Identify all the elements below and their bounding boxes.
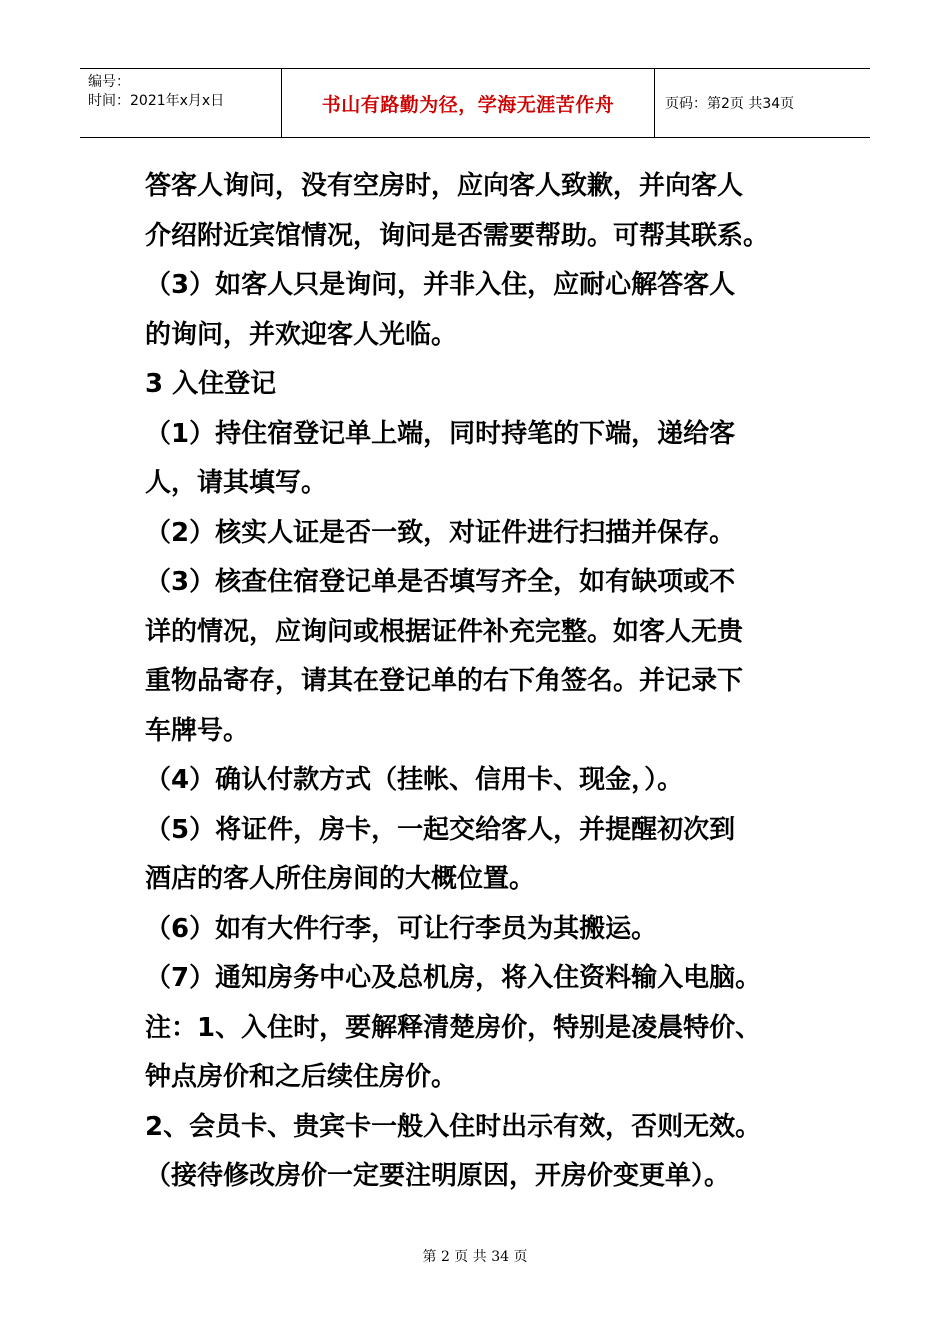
body-line: （6）如有大件行李，可让行李员为其搬运。 [145, 913, 658, 944]
body-line: （3）核查住宿登记单是否填写齐全，如有缺项或不 [145, 567, 736, 597]
page-header [80, 68, 870, 138]
body-line: （5）将证件，房卡，一起交给客人，并提醒初次到 [145, 814, 736, 845]
note-line: （接待修改房价一定要注明原因，开房价变更单）。 [145, 1161, 731, 1191]
body-line: （2）核实人证是否一致，对证件进行扫描并保存。 [145, 517, 736, 548]
page-footer: 第 2 页 共 34 页 [422, 1249, 528, 1265]
note-line: 2、会员卡、贵宾卡一般入住时出示有效，否则无效。 [145, 1111, 762, 1142]
body-line: 酒店的客人所住房间的大概位置。 [145, 864, 536, 894]
body-line: （4）确认付款方式（挂帐、信用卡、现金，）。 [145, 765, 684, 795]
header-meta [80, 69, 282, 137]
note-line: 注：1、入住时，要解释清楚房价，特别是凌晨特价、 [145, 1012, 762, 1043]
time-label: 时间：2021年x月x日 [88, 93, 225, 109]
note-line: 钟点房价和之后续住房价。 [145, 1062, 458, 1092]
body-line: 详的情况，应询问或根据证件补充完整。如客人无贵 [145, 616, 744, 647]
body-line: （7）通知房务中心及总机房，将入住资料输入电脑。 [145, 963, 762, 993]
serial-number-label: 编号： [88, 74, 130, 90]
body-line: 重物品寄存，请其在登记单的右下角签名。并记录下 [145, 666, 744, 696]
header-motto: 书山有路勤为径，学海无涯苦作舟 [282, 69, 655, 137]
body-line: （1）持住宿登记单上端，同时持笔的下端，递给客 [145, 418, 736, 449]
body-line: 人，请其填写。 [145, 468, 328, 498]
section-heading: 3 入住登记 [145, 369, 277, 399]
document-body [145, 162, 845, 1202]
body-line: 的询问，并欢迎客人光临。 [145, 319, 458, 350]
body-line: 车牌号。 [145, 715, 250, 746]
body-line: 答客人询问，没有空房时，应向客人致歉，并向客人 [145, 171, 744, 201]
header-page-info: 页码：第2页 共34页 [665, 96, 795, 112]
body-line: （3）如客人只是询问，并非入住，应耐心解答客人 [145, 270, 736, 300]
body-line: 介绍附近宾馆情况，询问是否需要帮助。可帮其联系。 [145, 220, 770, 251]
